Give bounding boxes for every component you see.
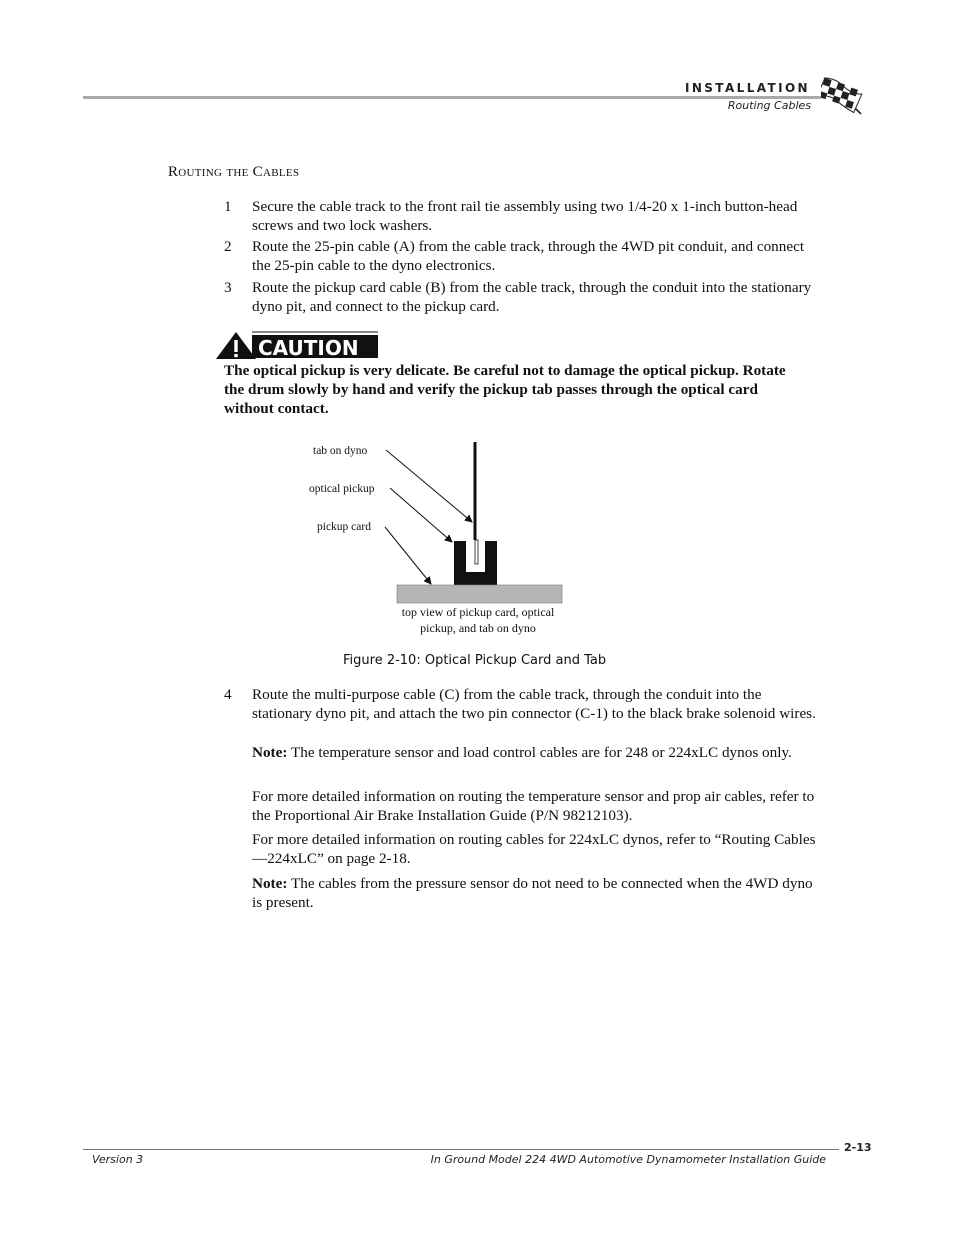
note-label: Note: (252, 875, 288, 892)
header-section: INSTALLATION (684, 81, 810, 95)
checkered-flag-icon (821, 76, 867, 116)
arrow-tab (386, 450, 472, 522)
paragraph-224xlc: For more detailed information on routing cables for 224xLC dynos, refer to “Routing Cables—224xLC” on page 2-18. (252, 831, 816, 867)
note-text: The temperature sensor and load control cables are for 248 or 224xLC dynos only. (287, 744, 792, 761)
step-text: Route the 25-pin cable (A) from the cable track, through the 4WD pit conduit, and connect the 25-pin cable to the dyno electronics. (252, 238, 805, 274)
paragraph-prop-air: For more detailed information on routing the temperature sensor and prop air cables, refer to the Proportional Air Brake Installation Guide (P/N 98212103). (252, 788, 815, 824)
figure-caption: Figure 2-10: Optical Pickup Card and Tab (343, 653, 607, 668)
step-text: Route the multi-purpose cable (C) from the cable track, through the conduit into the stationary dyno pit, and attach the two pin connector (C-1) to the black brake solenoid wires. (252, 686, 816, 722)
step-number: 3 (224, 279, 232, 296)
header-rule (83, 96, 821, 99)
label-optical-pickup: optical pickup (309, 483, 375, 495)
step-number: 1 (224, 198, 232, 215)
arrow-optical (390, 488, 452, 542)
caution-banner (214, 330, 380, 360)
arrow-card (385, 527, 431, 584)
figure-view-line-2: pickup, and tab on dyno (420, 621, 536, 635)
page-number: 2-13 (844, 1141, 872, 1154)
step-text: Secure the cable track to the front rail tie assembly using two 1/4-20 x 1-inch button-head screws and two lock washers. (252, 198, 798, 234)
footer-document-title: In Ground Model 224 4WD Automotive Dynamometer Installation Guide (430, 1153, 826, 1166)
note-text: The cables from the pressure sensor do not need to be connected when the 4WD dyno is present. (252, 875, 813, 911)
header-subsection: Routing Cables (727, 99, 811, 112)
figure-view-line-1: top view of pickup card, optical (401, 605, 555, 619)
note-1 (252, 743, 824, 762)
dyno-tab (474, 442, 477, 540)
step-text: Route the pickup card cable (B) from the cable track, through the conduit into the stationary dyno pit, and connect to the pickup card. (252, 279, 812, 315)
section-title: Routing the Cables (168, 164, 300, 180)
dyno-tab-end (475, 540, 478, 564)
pickup-card-rect (397, 585, 562, 603)
step-number: 4 (224, 686, 232, 703)
footer-version: Version 3 (92, 1153, 144, 1166)
note-2 (252, 874, 824, 912)
footer-rule (83, 1149, 839, 1150)
note-label: Note: (252, 744, 288, 761)
optical-pickup-diagram (300, 438, 600, 638)
caution-text: The optical pickup is very delicate. Be careful not to damage the optical pickup. Rotate the drum slowly by hand and verify the pickup tab passes through the optical card without contact. (224, 362, 786, 417)
label-tab-on-dyno: tab on dyno (313, 445, 368, 457)
step-number: 2 (224, 238, 232, 255)
caution-label: CAUTION (258, 336, 359, 360)
label-pickup-card: pickup card (317, 521, 371, 533)
